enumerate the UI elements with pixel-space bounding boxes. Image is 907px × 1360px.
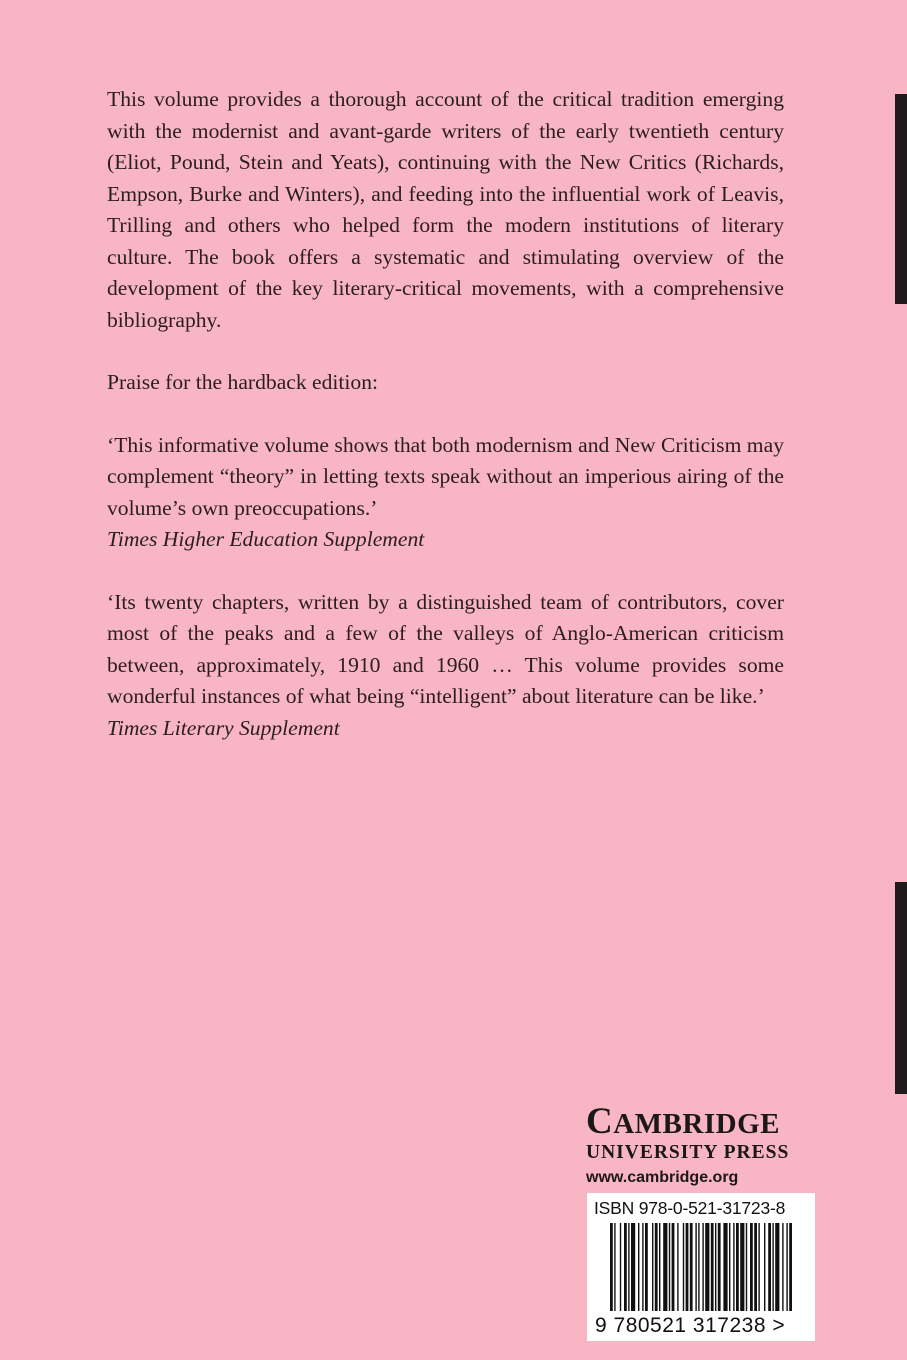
barcode-bar	[683, 1223, 684, 1311]
review-source-2: Times Literary Supplement	[107, 715, 340, 740]
review-quote-1: ‘This informative volume shows that both modernism and New Criticism may complement “theory” in letting texts speak without an imperious airing of the volume’s own preoccupations.’	[107, 432, 784, 520]
barcode-bar	[686, 1223, 689, 1311]
barcode-bar	[698, 1223, 699, 1311]
publisher-name	[586, 1103, 814, 1143]
edge-bar-bottom	[895, 882, 907, 1094]
barcode-bar	[789, 1223, 792, 1311]
barcode-bar	[764, 1223, 765, 1311]
barcode-bar	[642, 1223, 643, 1311]
isbn-barcode-block	[587, 1193, 815, 1341]
barcode-bar	[614, 1223, 615, 1311]
publisher-name-rest: AMBRIDGE	[613, 1108, 780, 1140]
barcode-bar	[690, 1223, 693, 1311]
barcode-bar	[677, 1223, 678, 1311]
barcode-bar	[705, 1223, 709, 1311]
barcode-bar	[772, 1223, 773, 1311]
barcode-bar	[723, 1223, 727, 1311]
edge-bar-top	[895, 94, 907, 304]
barcode-bar	[715, 1223, 716, 1311]
publisher-website: www.cambridge.org	[586, 1169, 739, 1186]
barcode-bar	[631, 1223, 635, 1311]
barcode-bar	[786, 1223, 787, 1311]
isbn-label: ISBN 978-0-521-31723-8	[594, 1198, 786, 1218]
barcode-bar	[669, 1223, 670, 1311]
blurb-paragraph: This volume provides a thorough account of the critical tradition emerging with the modernist and avant-garde writers of the early twentieth century (Eliot, Pound, Stein and Yeats), continuing with the New Critics (Richards, Empson, Burke and Winters), and feeding into the influential work of Leavis, Trilling and others who helped form the modern institutions of literary culture. The book offers a systematic and stimulating overview of the development of the key literary-critical movements, with a comprehensive bibliography.	[107, 87, 784, 332]
barcode-bar	[655, 1223, 658, 1311]
praise-heading: Praise for the hardback edition:	[107, 370, 379, 394]
barcode-bar	[758, 1223, 759, 1311]
barcode-bar	[645, 1223, 648, 1311]
barcode-bar	[768, 1223, 771, 1311]
barcode-bar	[711, 1223, 714, 1311]
barcode-digits: 9 780521 317238 >	[595, 1314, 786, 1337]
barcode-bar	[610, 1223, 613, 1311]
barcode-bar	[782, 1223, 783, 1311]
barcode-bar	[695, 1223, 696, 1311]
publisher-name-text	[586, 1101, 780, 1142]
barcode-bar	[638, 1223, 639, 1311]
barcode-bar	[652, 1223, 653, 1311]
barcode-bar	[628, 1223, 629, 1311]
barcode-bar	[672, 1223, 675, 1311]
barcode-bar	[733, 1223, 734, 1311]
barcode-bar	[775, 1223, 779, 1311]
review-source-1: Times Higher Education Supplement	[107, 527, 425, 551]
publisher-name-initial: C	[586, 1101, 614, 1142]
publisher-logo	[586, 1103, 814, 1189]
barcode-bar	[663, 1223, 667, 1311]
barcode-bar	[740, 1223, 744, 1311]
publisher-subtitle: UNIVERSITY PRESS	[586, 1142, 790, 1163]
barcode-bar	[702, 1223, 703, 1311]
barcode-bar	[754, 1223, 757, 1311]
barcode-bar	[718, 1223, 721, 1311]
review-quote-2: ‘Its twenty chapters, written by a distinguished team of contributors, cover most of the peaks and a few of the valleys of Anglo-American criticism between, approximately, 1910 and 1960 … This volume provides some wonderful instances of what being “intelligent” about literature can be like.’	[107, 589, 784, 708]
barcode-bar	[620, 1223, 621, 1311]
barcode-bar	[746, 1223, 747, 1311]
barcode-bar	[659, 1223, 660, 1311]
barcode-bar	[624, 1223, 627, 1311]
barcode-bar	[736, 1223, 739, 1311]
barcode-bars	[610, 1223, 792, 1311]
barcode-bar	[750, 1223, 753, 1311]
cover-text	[107, 84, 784, 775]
barcode-bar	[729, 1223, 730, 1311]
